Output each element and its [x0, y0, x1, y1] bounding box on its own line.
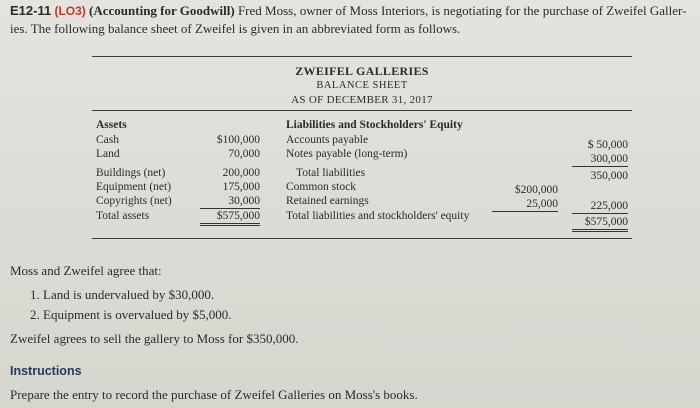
accounts-payable-amount: $ 50,000: [587, 139, 628, 151]
notes-payable-label: Notes payable (long-term): [286, 148, 408, 160]
sale-terms: Zweifel agrees to sell the gallery to Moss for $350,000.: [10, 331, 299, 346]
total-liab-label: Total liabilities: [296, 167, 366, 179]
agreement-intro: Moss and Zweifel agree that:: [10, 263, 162, 278]
total-assets-amount: $575,000: [200, 209, 260, 226]
asset-amount-equipment: 175,000: [222, 181, 260, 193]
accounts-payable-label: Accounts payable: [286, 134, 369, 146]
retained-amount: 25,000: [492, 197, 558, 212]
asset-amount-land: 70,000: [228, 148, 260, 160]
retained-label: Retained earnings: [286, 195, 369, 207]
total-liab-amount: 350,000: [590, 170, 628, 182]
problem-topic: (Accounting for Goodwill): [89, 3, 235, 18]
intro-line-2: ies. The following balance sheet of Zweifel is given in an abbreviated form as follows.: [10, 21, 461, 36]
top-rule: [92, 56, 632, 57]
asset-label-land: Land: [96, 148, 120, 160]
liab-header: Liabilities and Stockholders' Equity: [286, 119, 463, 131]
asset-label-copyrights: Copyrights (net): [96, 195, 172, 207]
instructions-text: Prepare the entry to record the purchase of Zweifel Galleries on Moss's books.: [10, 387, 418, 402]
equity-total-amount: 225,000: [572, 199, 628, 214]
company-name: ZWEIFEL GALLERIES: [295, 64, 429, 78]
common-stock-amount: $200,000: [514, 184, 558, 196]
total-le-amount: $575,000: [572, 215, 628, 232]
total-le-label: Total liabilities and stockholders' equity: [286, 210, 470, 222]
balance-sheet: [92, 56, 632, 242]
agreement-item-1: 1. Land is undervalued by $30,000.: [30, 287, 215, 302]
asset-amount-cash: $100,000: [216, 134, 260, 146]
sheet-title: BALANCE SHEET: [316, 80, 408, 91]
asset-label-cash: Cash: [96, 134, 119, 146]
bottom-rule: [92, 238, 632, 239]
intro-line-1: Fred Moss, owner of Moss Interiors, is negotiating for the purchase of Zweifel Galler-: [237, 3, 687, 18]
agreement-item-2: 2. Equipment is overvalued by $5,000.: [30, 307, 232, 322]
sheet-date: AS OF DECEMBER 31, 2017: [291, 94, 433, 106]
asset-label-equipment: Equipment (net): [96, 181, 172, 193]
problem-number: E12-11: [10, 3, 52, 18]
header-rule: [92, 110, 632, 111]
learning-objective: (LO3): [54, 4, 86, 18]
asset-label-buildings: Buildings (net): [96, 167, 166, 179]
asset-amount-buildings: 200,000: [222, 167, 260, 179]
notes-payable-amount: 300,000: [572, 152, 628, 167]
asset-amount-copyrights: 30,000: [200, 194, 260, 209]
assets-header: Assets: [96, 119, 127, 131]
total-assets-label: Total assets: [96, 210, 150, 222]
instructions-heading: Instructions: [10, 364, 82, 378]
problem-header: [10, 2, 696, 37]
common-stock-label: Common stock: [286, 181, 356, 193]
